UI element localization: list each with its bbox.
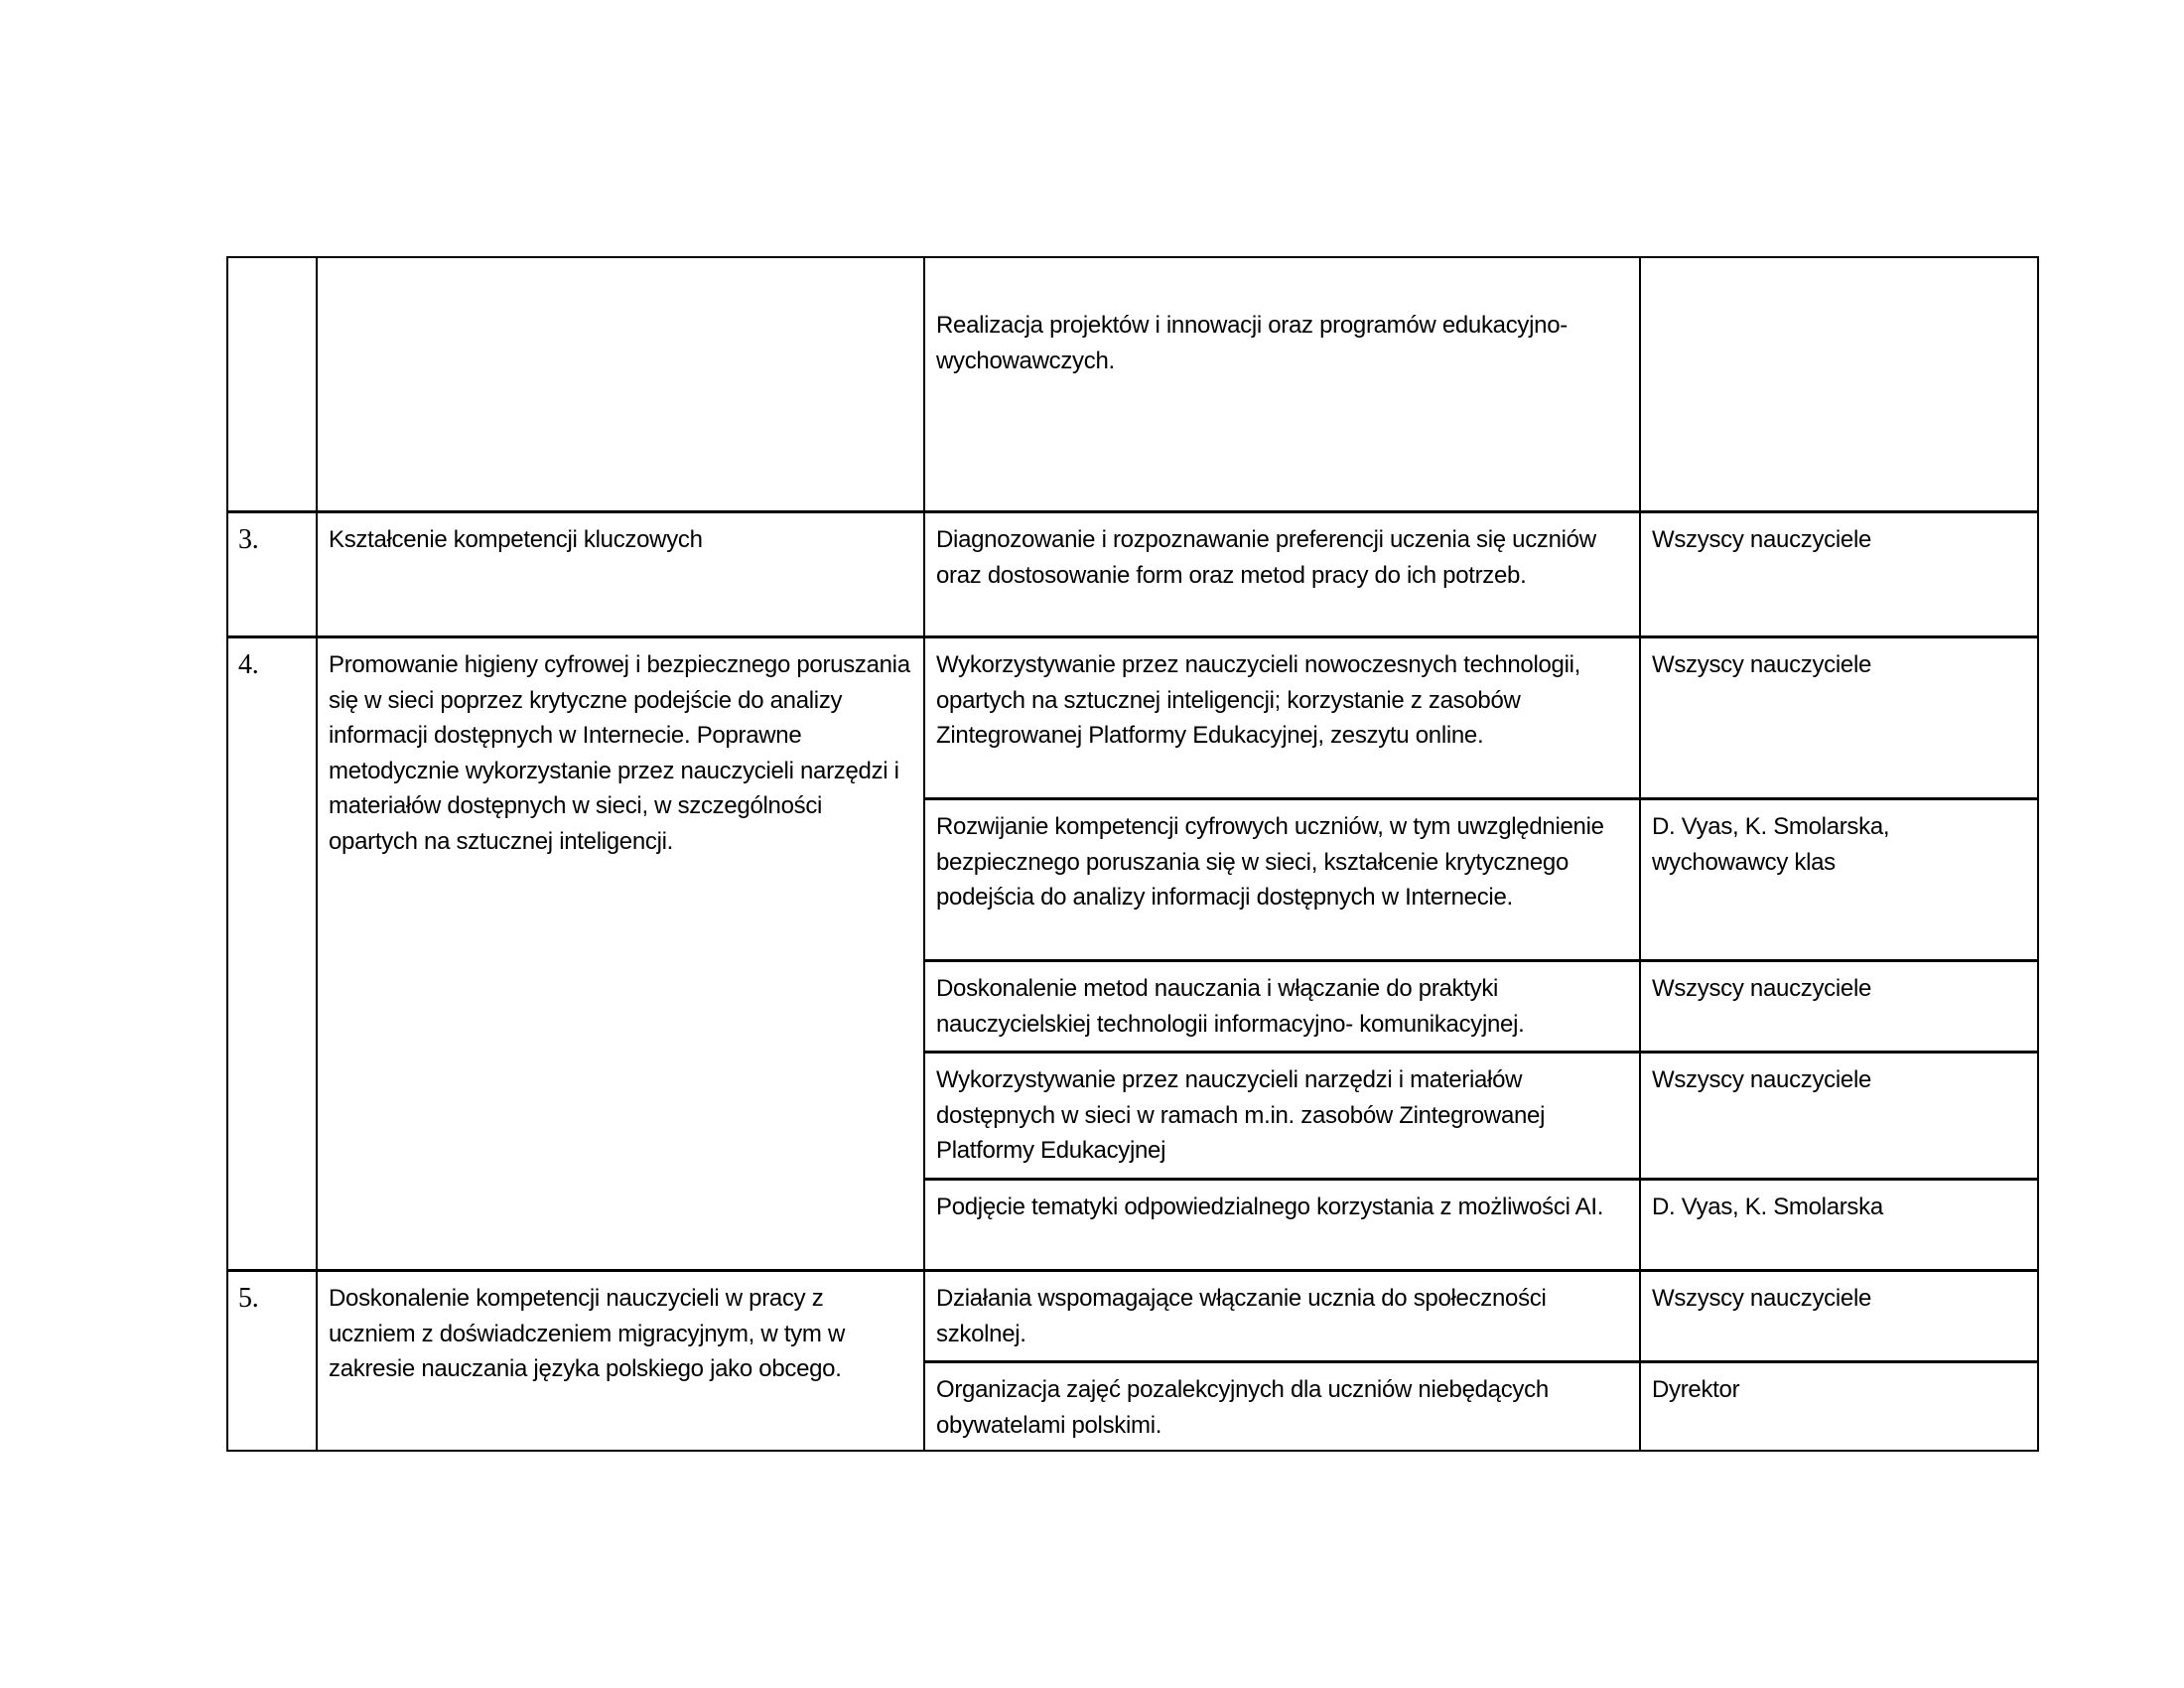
task-cell: Podjęcie tematyki odpowiedzialnego korzystania z możliwości AI. [936,1194,1604,1220]
responsible-cell: Wszyscy nauczyciele [1652,526,1872,553]
responsible-cell: Wszyscy nauczyciele [1652,1066,1872,1093]
goal-cell: Promowanie higieny cyfrowej i bezpiecznego poruszania się w sieci poprzez krytyczne podejście do analizy informacji dostępnych w Internecie. Poprawne metodycznie wykorzystanie przez nauczycieli narzędzi i materiałów dostępnych w sieci, w szczególności opartych na sztucznej inteligencji. [329,651,910,855]
goal-cell: Kształcenie kompetencji kluczowych [329,526,703,553]
task-cell: Doskonalenie metod nauczania i włączanie do praktyki nauczycielskiej technologii informacyjno- komunikacyjnej. [936,975,1525,1038]
responsible-cell: Wszyscy nauczyciele [1652,1285,1872,1312]
responsible-cell: D. Vyas, K. Smolarska [1652,1194,1883,1220]
task-cell: Działania wspomagające włączanie ucznia do społeczności szkolnej. [936,1285,1547,1347]
task-cell: Wykorzystywanie przez nauczycieli nowoczesnych technologii, opartych na sztucznej inteligencji; korzystanie z zasobów Zintegrowanej Platformy Edukacyjnej, zeszytu online. [936,651,1581,749]
responsible-cell: Wszyscy nauczyciele [1652,651,1872,678]
row-number: 5. [238,1283,259,1314]
row-number: 4. [238,649,259,680]
task-cell: Diagnozowanie i rozpoznawanie preferencji uczenia się uczniów oraz dostosowanie form oraz metod pracy do ich potrzeb. [936,526,1596,589]
task-cell: Wykorzystywanie przez nauczycieli narzędzi i materiałów dostępnych w sieci w ramach m.in. zasobów Zintegrowanej Platformy Edukacyjnej [936,1066,1546,1164]
task-cell: Realizacja projektów i innowacji oraz programów edukacyjno- wychowawczych. [936,312,1568,374]
task-cell: Rozwijanie kompetencji cyfrowych uczniów, w tym uwzględnienie bezpiecznego poruszania się w sieci, kształcenie krytycznego podejścia do analizy informacji dostępnych w Internecie. [936,813,1604,911]
row-number: 3. [238,524,259,555]
goal-cell: Doskonalenie kompetencji nauczycieli w pracy z uczniem z doświadczeniem migracyjnym, w tym w zakresie nauczania języka polskiego jako obcego. [329,1285,845,1382]
responsible-cell [1641,298,2038,308]
responsible-cell: Wszyscy nauczyciele [1652,975,1872,1002]
responsible-cell: Dyrektor [1652,1376,1740,1403]
responsible-cell: D. Vyas, K. Smolarska, wychowawcy klas [1652,813,1890,876]
task-cell: Organizacja zajęć pozalekcyjnych dla uczniów niebędących obywatelami polskimi. [936,1376,1549,1439]
